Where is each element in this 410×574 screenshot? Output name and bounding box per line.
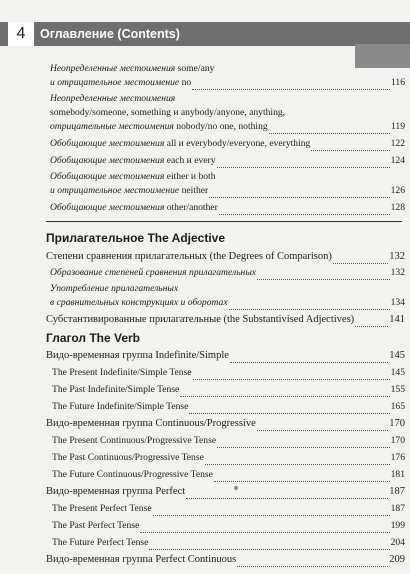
entry-text-italic: Обобщающие местоимения: [50, 138, 165, 149]
entry-text-italic: Неопределенные местоимения: [50, 63, 176, 74]
entry-page: 145: [389, 350, 405, 361]
entry-text: Видо-временная группа Perfect: [46, 486, 186, 497]
toc-entry[interactable]: [46, 313, 405, 327]
entry-page: 145: [390, 367, 405, 378]
dot-leader: [311, 141, 389, 151]
entry-text-italic: Обобщающие местоимения: [50, 171, 165, 182]
dot-leader: [209, 188, 389, 198]
dot-leader: [355, 317, 388, 327]
entry-page: 209: [389, 554, 405, 565]
entry-page: 132: [389, 251, 405, 262]
toc-entry-line: [50, 62, 214, 76]
toc-entry[interactable]: [46, 250, 405, 264]
entry-page: 119: [390, 121, 405, 132]
dot-leader: [153, 506, 390, 516]
entry-text: The Future Indefinite/Simple Tense: [52, 401, 189, 412]
entry-page: 122: [390, 138, 405, 149]
entry-text: The Future Continuous/Progressive Tense: [52, 469, 213, 480]
dot-leader: [186, 489, 388, 499]
entry-page: 132: [390, 267, 405, 278]
entry-text-italic: и отрицательное местоимение: [50, 185, 180, 196]
entry-text-italic: Неопределенные местоимения: [50, 93, 176, 104]
toc-entry[interactable]: [52, 536, 405, 550]
entry-text-italic: и отрицательное местоимение: [50, 77, 180, 88]
dot-leader: [205, 455, 390, 465]
dot-leader: [219, 205, 390, 215]
toc-entry[interactable]: [50, 76, 405, 90]
page-number: 4: [8, 22, 34, 46]
toc-entry[interactable]: [50, 296, 405, 310]
entry-text-italic: Обобщающие местоимения: [50, 155, 165, 166]
toc-entry[interactable]: [46, 485, 405, 499]
toc-entry[interactable]: [52, 383, 405, 397]
entry-text: Видо-временная группа Indefinite/Simple: [46, 350, 229, 361]
section-divider: [46, 221, 402, 222]
toc-entry[interactable]: [46, 349, 405, 363]
entry-page: 187: [389, 486, 405, 497]
entry-text: The Future Perfect Tense: [52, 537, 149, 548]
entry-page: 126: [390, 185, 405, 196]
entry-text: Видо-временная группа Continuous/Progressive: [46, 418, 256, 429]
section-heading-verb: Глагол The Verb: [46, 331, 141, 345]
entry-text: somebody/someone, something и anybody/anyone, anything,: [50, 107, 286, 118]
entry-text: The Present Indefinite/Simple Tense: [52, 367, 192, 378]
entry-text: The Past Indefinite/Simple Tense: [52, 384, 180, 395]
dot-leader: [140, 523, 389, 533]
dot-leader: [149, 540, 389, 550]
toc-entry[interactable]: [52, 400, 405, 414]
toc-entry-line: [50, 170, 216, 184]
dot-leader: [189, 404, 389, 414]
header-title: Оглавление (Contents): [40, 27, 180, 41]
toc-entry[interactable]: [52, 468, 405, 482]
entry-page: 165: [390, 401, 405, 412]
entry-text: The Present Continuous/Progressive Tense: [52, 435, 217, 446]
section-heading-adjective: Прилагательное The Adjective: [46, 231, 226, 245]
dot-leader: [217, 158, 390, 168]
entry-text: all и everybody/everyone, everything: [164, 138, 311, 149]
entry-text: no: [179, 77, 192, 88]
entry-text: neither: [179, 185, 209, 196]
dot-leader: [237, 557, 388, 567]
toc-entry[interactable]: [50, 201, 405, 215]
dot-leader: [192, 80, 390, 90]
header-bleed: [355, 44, 410, 68]
toc-entry[interactable]: [50, 120, 405, 134]
dot-leader: [214, 472, 390, 482]
entry-text: nobody/no one, nothing: [173, 121, 268, 132]
entry-page: 199: [390, 520, 405, 531]
entry-page: 124: [390, 155, 405, 166]
toc-entry[interactable]: [52, 434, 405, 448]
toc-entry[interactable]: [50, 266, 405, 280]
entry-page: 134: [390, 297, 405, 308]
dot-leader: [180, 387, 389, 397]
dot-leader: [257, 270, 390, 280]
dot-leader: [269, 124, 390, 134]
toc-entry[interactable]: [52, 502, 405, 516]
toc-entry[interactable]: [52, 451, 405, 465]
entry-page: 155: [390, 384, 405, 395]
toc-entry[interactable]: [46, 553, 405, 567]
entry-text: other/another: [164, 202, 218, 213]
entry-text-italic: отрицательные местоимения: [50, 121, 174, 132]
toc-entry[interactable]: [50, 184, 405, 198]
dot-leader: [230, 353, 388, 363]
entry-text: either и both: [164, 171, 216, 182]
entry-page: 128: [390, 202, 405, 213]
dot-leader: [333, 254, 388, 264]
toc-entry[interactable]: [52, 366, 405, 380]
page-header: [0, 22, 410, 46]
entry-page: 181: [390, 469, 405, 480]
entry-text-italic: Образование степеней сравнения прилагательных: [50, 267, 257, 278]
entry-text: The Past Perfect Tense: [52, 520, 140, 531]
toc-entry[interactable]: [52, 519, 405, 533]
dot-leader: [229, 300, 390, 310]
entry-text: some/any: [175, 63, 215, 74]
entry-text-italic: Обобщающие местоимения: [50, 202, 165, 213]
entry-page: 170: [390, 435, 405, 446]
dot-leader: [257, 421, 388, 431]
entry-text: each и every: [164, 155, 216, 166]
entry-text: The Past Continuous/Progressive Tense: [52, 452, 204, 463]
paper-speck: [234, 486, 238, 490]
entry-page: 204: [390, 537, 405, 548]
entry-page: 141: [389, 314, 405, 325]
toc-entry[interactable]: [50, 154, 405, 168]
entry-text: Степени сравнения прилагательных (the Degrees of Comparison): [46, 251, 332, 262]
dot-leader: [217, 438, 390, 448]
entry-page: 170: [389, 418, 405, 429]
dot-leader: [193, 370, 390, 380]
entry-page: 176: [390, 452, 405, 463]
entry-text-italic: в сравнительных конструкциях и оборотах: [50, 297, 228, 308]
entry-text-italic: Употребление прилагательных: [50, 283, 179, 294]
entry-page: 116: [390, 77, 405, 88]
entry-text: The Present Perfect Tense: [52, 503, 152, 514]
entry-page: 187: [390, 503, 405, 514]
entry-text: Видо-временная группа Perfect Continuous: [46, 554, 237, 565]
toc-entry[interactable]: [46, 417, 405, 431]
toc-entry[interactable]: [50, 137, 405, 151]
entry-text: Субстантивированные прилагательные (the Substantivised Adjectives): [46, 314, 355, 325]
